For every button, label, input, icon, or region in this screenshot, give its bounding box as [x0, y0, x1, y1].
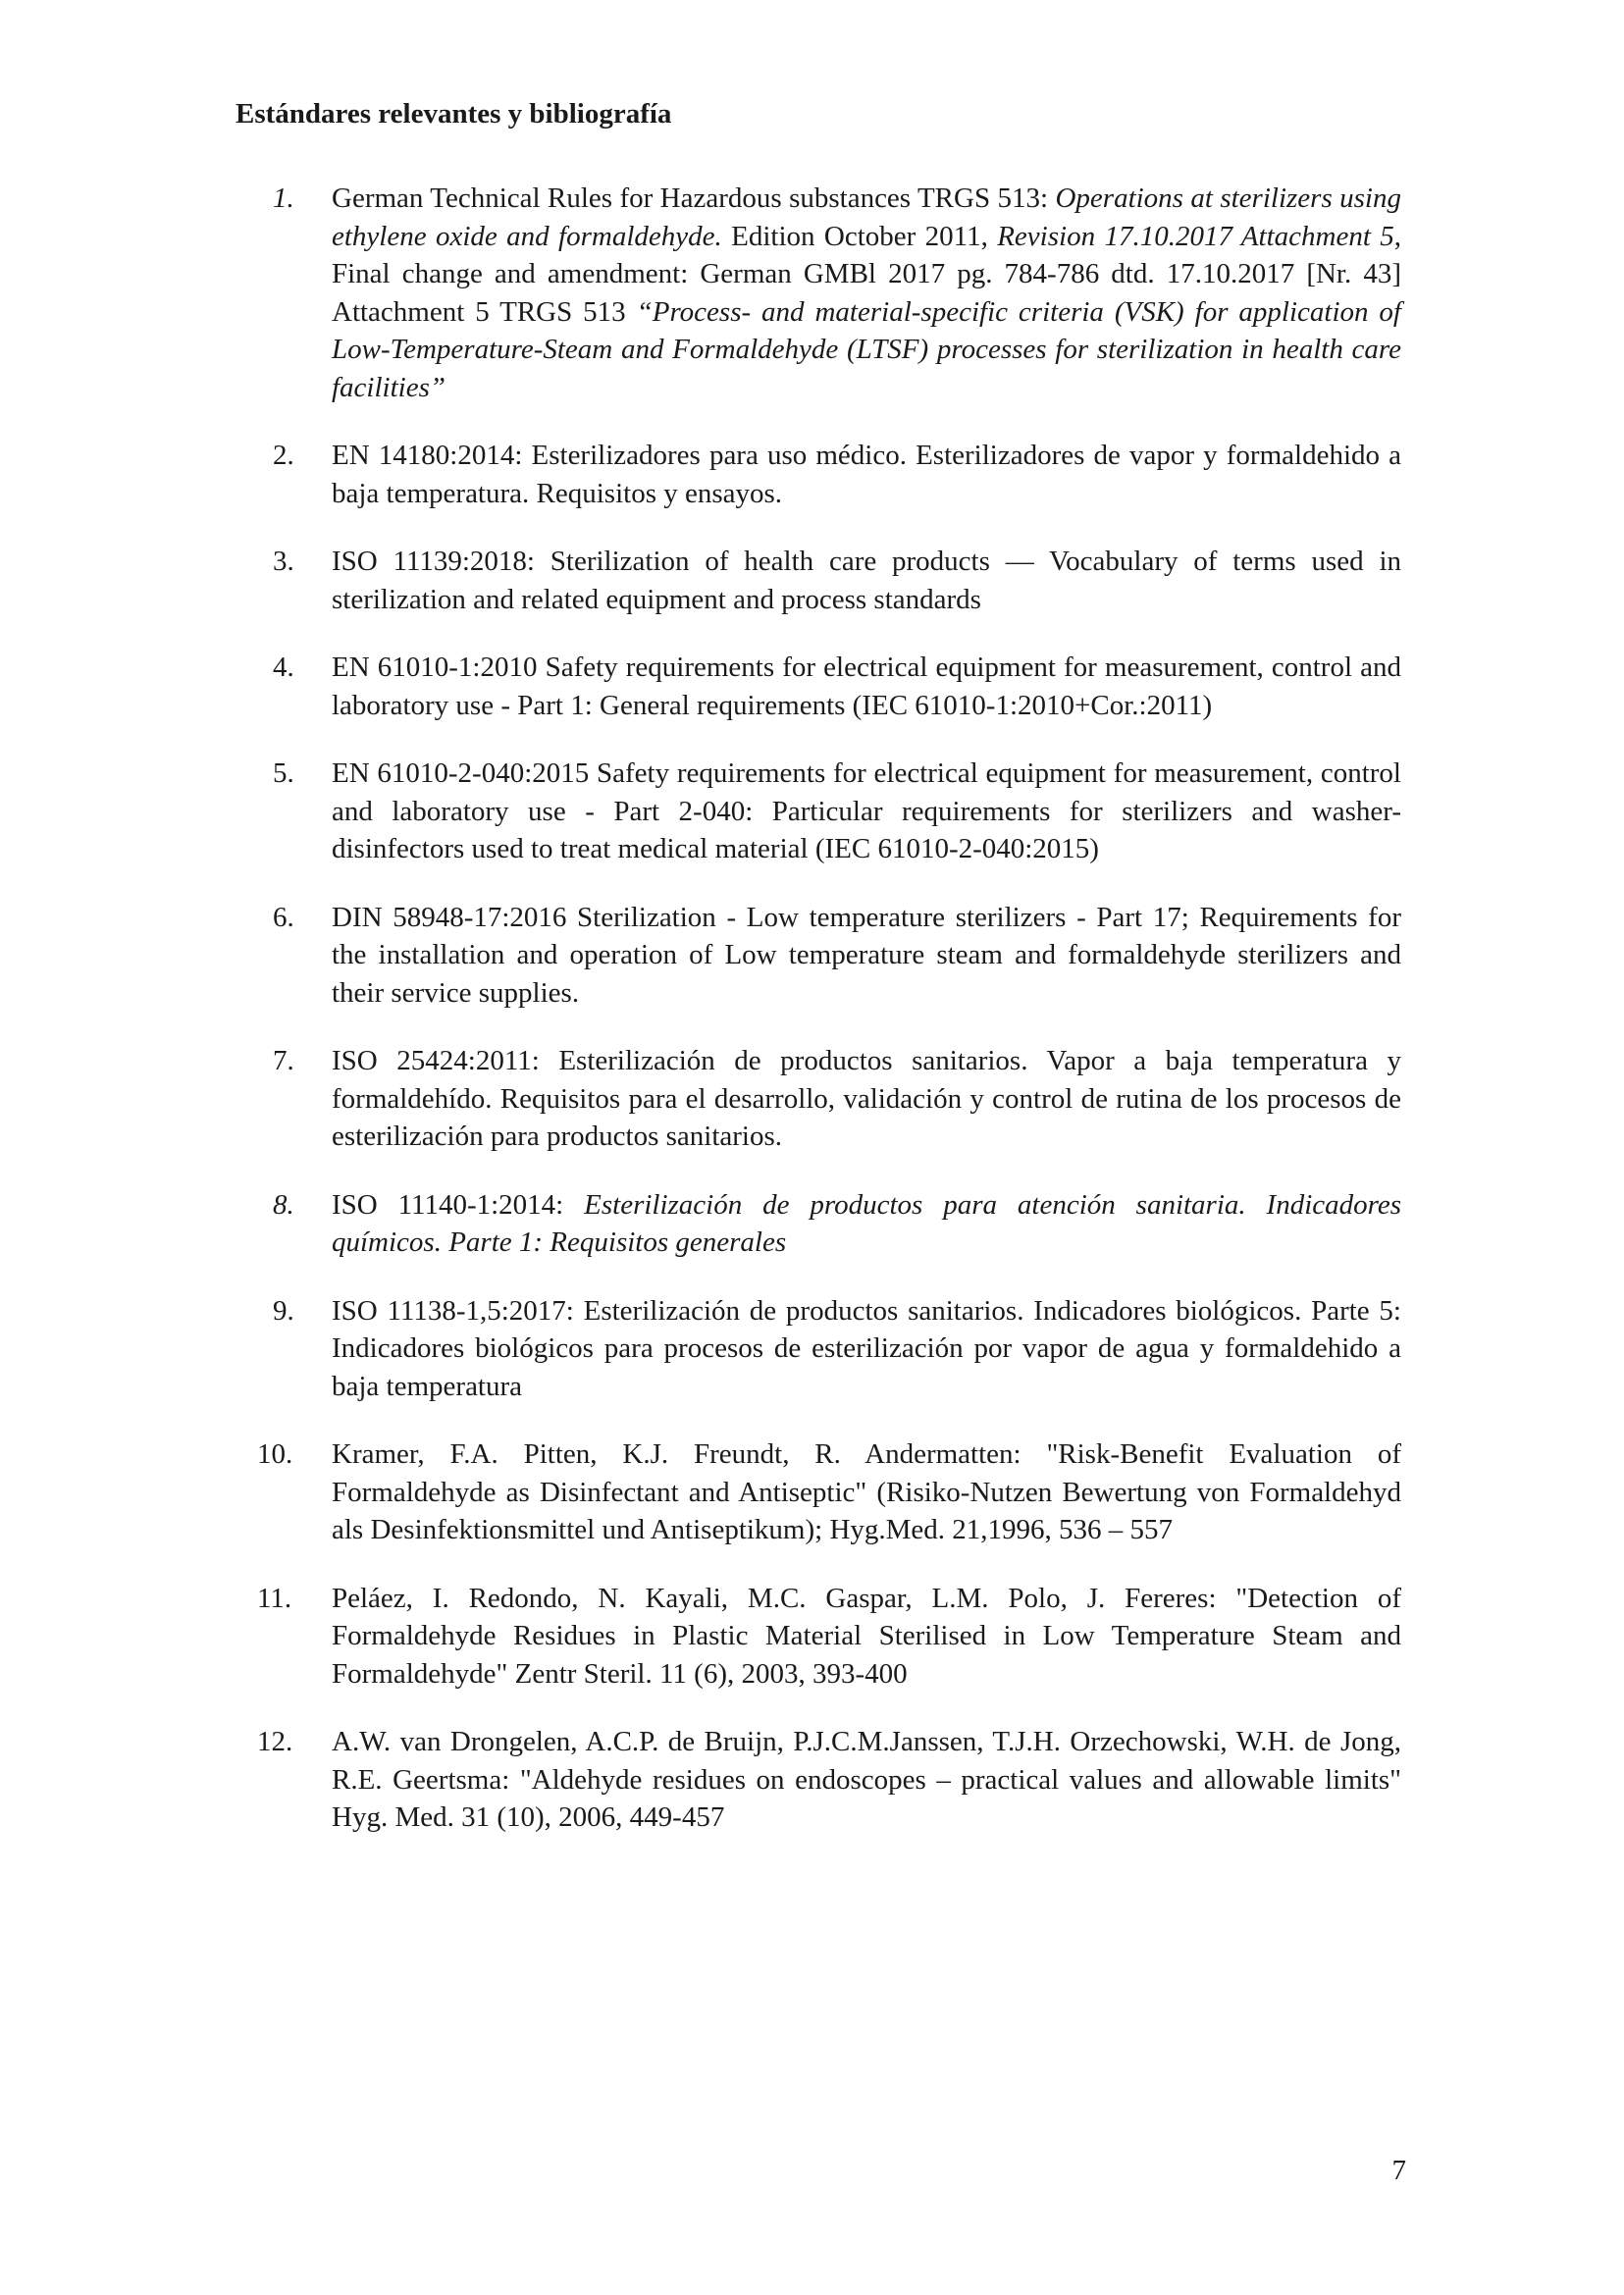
reference-item: [273, 1186, 1401, 1262]
page-number: 7: [1391, 2155, 1406, 2186]
reference-text: [332, 1583, 1401, 1690]
reference-text-segment: German Technical Rules for Hazardous substances TRGS 513:: [332, 183, 1056, 214]
reference-text-segment: EN 61010-1:2010 Safety requirements for electrical equipment for measurement, control and laboratory use - Part 1: General requirements (IEC 61010-1:2010+Cor.:2011): [332, 652, 1401, 721]
reference-text-segment: Peláez, I. Redondo, N. Kayali, M.C. Gaspar, L.M. Polo, J. Fereres: "Detection of Formaldehyde Residues in Plastic Material Sterilised in Low Temperature Steam and Formaldehyde" Zentr Steril. 11 (6), 2003, 393-400: [332, 1582, 1401, 1690]
reference-text: [332, 546, 1401, 615]
reference-text-segment: Edition October 2011,: [721, 220, 998, 252]
reference-text-segment: A.W. van Drongelen, A.C.P. de Bruijn, P.J.C.M.Janssen, T.J.H. Orzechowski, W.H. de Jong, R.E. Geertsma: "Aldehyde residues on endoscopes – practical values and allowable limits" Hyg. Med. 31 (10), 2006, 449-457: [332, 1726, 1401, 1833]
reference-text-segment: Kramer, F.A. Pitten, K.J. Freundt, R. Andermatten: "Risk-Benefit Evaluation of Formaldehyde as Disinfectant and Antiseptic" (Risiko-Nutzen Bewertung von Formaldehyd als Desinfektionsmittel und Antiseptikum); Hyg.Med. 21,1996, 536 – 557: [332, 1438, 1401, 1545]
reference-text-segment: ISO 25424:2011: Esterilización de productos sanitarios. Vapor a baja temperatura y formaldehído. Requisitos para el desarrollo, validación y control de rutina de los procesos de esterilización para productos sanitarios.: [332, 1045, 1401, 1152]
reference-item: [273, 180, 1401, 406]
reference-number: 2.: [273, 440, 294, 471]
reference-text-segment: , Final change and amendment: German GMBl 2017 pg. 784-786 dtd. 17.10.2017 [Nr. 43] Attachment 5 TRGS 513: [332, 220, 1402, 328]
reference-number: 5.: [273, 757, 294, 789]
reference-text: [332, 183, 1401, 403]
reference-text-segment: DIN 58948-17:2016 Sterilization - Low temperature sterilizers - Part 17; Requirements for the installation and operation of Low temperature steam and formaldehyde sterilizers and their service supplies.: [332, 901, 1401, 1009]
reference-item: [257, 1723, 1401, 1837]
reference-item: [273, 543, 1401, 618]
reference-text: [332, 440, 1401, 509]
reference-list: [257, 180, 1402, 1837]
reference-item: [273, 899, 1401, 1013]
reference-text: [332, 757, 1401, 864]
reference-number: 11.: [257, 1582, 292, 1614]
reference-number: 8.: [273, 1188, 294, 1221]
reference-number: 9.: [273, 1294, 294, 1327]
reference-text-segment: ISO 11139:2018: Sterilization of health care products — Vocabulary of terms used in sterilization and related equipment and process standards: [332, 546, 1401, 615]
reference-text-segment: ISO 11140-1:2014:: [332, 1188, 585, 1221]
reference-text-italic: Revision 17.10.2017 Attachment 5: [997, 220, 1394, 252]
reference-text-italic: Esterilización de productos para atención sanitaria. Indicadores químicos. Parte 1: Requisitos generales: [332, 1188, 1401, 1258]
reference-text: [332, 1726, 1401, 1833]
reference-number: 12.: [257, 1726, 293, 1757]
reference-text: [332, 1189, 1401, 1259]
reference-item: [257, 1435, 1401, 1549]
reference-number: 7.: [273, 1045, 294, 1076]
reference-number: 6.: [273, 901, 294, 933]
reference-item: [273, 755, 1401, 868]
section-heading: Estándares relevantes y bibliografía: [236, 98, 672, 130]
reference-text: [332, 902, 1401, 1009]
reference-number: 4.: [273, 652, 294, 683]
reference-item: [273, 1042, 1401, 1156]
reference-text-italic: “Process- and material-specific criteria (VSK) for application of Low-Temperature-Steam and Formaldehyde (LTSF) processes for sterilization in health care facilities”: [332, 295, 1401, 403]
reference-text-segment: EN 14180:2014: Esterilizadores para uso médico. Esterilizadores de vapor y formaldehido a baja temperatura. Requisitos y ensayos.: [332, 440, 1401, 509]
reference-item: [273, 1292, 1401, 1406]
reference-item: [273, 649, 1401, 724]
reference-text: [332, 652, 1401, 721]
reference-text: [332, 1438, 1401, 1545]
reference-item: [273, 437, 1401, 512]
reference-text-italic: Operations at sterilizers using ethylene oxide and formaldehyde.: [332, 183, 1401, 252]
reference-number: 10.: [257, 1438, 293, 1470]
reference-item: [257, 1580, 1401, 1694]
reference-number: 1.: [273, 183, 294, 214]
reference-text: [332, 1045, 1401, 1152]
reference-text-segment: EN 61010-2-040:2015 Safety requirements for electrical equipment for measurement, control and laboratory use - Part 2-040: Particular requirements for sterilizers and washer-disinfectors used to treat medical material (IEC 61010-2-040:2015): [332, 757, 1401, 864]
reference-number: 3.: [273, 546, 294, 577]
reference-text-segment: ISO 11138-1,5:2017: Esterilización de productos sanitarios. Indicadores biológicos. Parte 5: Indicadores biológicos para procesos de esterilización por vapor de agua y formaldehido a baja temperatura: [332, 1294, 1401, 1402]
reference-text: [332, 1295, 1401, 1402]
